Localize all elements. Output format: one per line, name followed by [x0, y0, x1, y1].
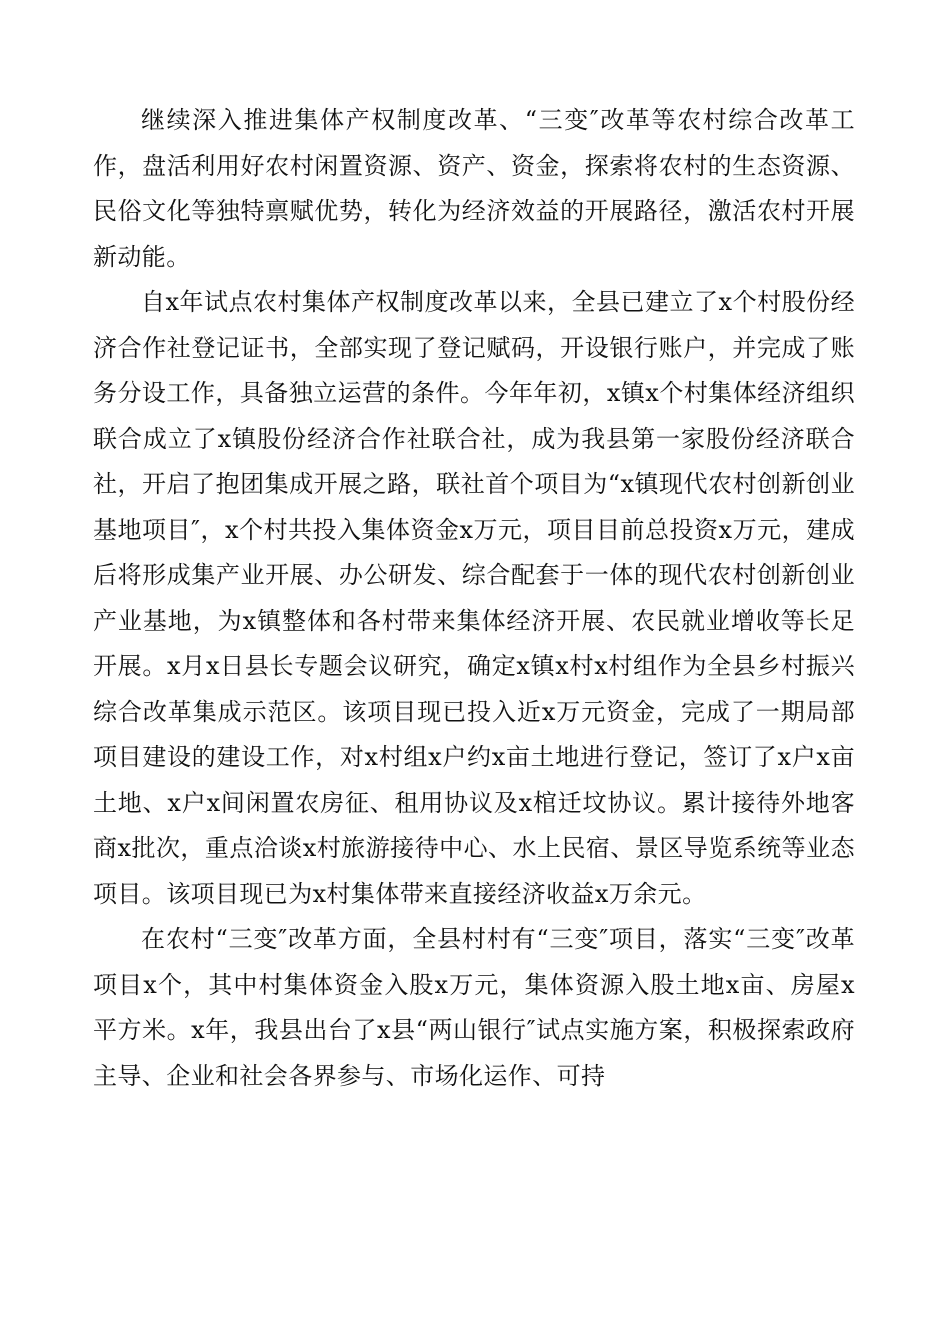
- document-body: [93, 98, 855, 1099]
- paragraph-property-rights-reform: 自x年试点农村集体产权制度改革以来，全县已建立了x个村股份经济合作社登记证书，全部实现了登记赋码，开设银行账户，并完成了账务分设工作，具备独立运营的条件。今年年初，x镇x个村集体经济组织联合成立了x镇股份经济合作社联合社，成为我县第一家股份经济联合社，开启了抱团集成开展之路，联社首个项目为“x镇现代农村创新创业基地项目″，x个村共投入集体资金x万元，项目目前总投资x万元，建成后将形成集产业开展、办公研发、综合配套于一体的现代农村创新创业产业基地，为x镇整体和各村带来集体经济开展、农民就业增收等长足开展。x月x日县长专题会议研究，确定x镇x村x村组作为全县乡村振兴综合改革集成示范区。该项目现已投入近x万元资金，完成了一期局部项目建设的建设工作，对x村组x户约x亩土地进行登记，签订了x户x亩土地、x户x间闲置农房征、租用协议及x棺迁坟协议。累计接待外地客商x批次，重点洽谈x村旅游接待中心、水上民宿、景区导览系统等业态项目。该项目现已为x村集体带来直接经济收益x万余元。: [93, 288, 855, 908]
- paragraph-three-changes-reform: 在农村“三变″改革方面，全县村村有“三变″项目，落实“三变″改革项目x个，其中村集体资金入股x万元，集体资源入股土地x亩、房屋x平方米。x年，我县出台了x县“两山银行″试点实施方案，积极探索政府主导、企业和社会各界参与、市场化运作、可持: [93, 925, 855, 1090]
- paragraph-reform-overview: 继续深入推进集体产权制度改革、“三变″改革等农村综合改革工作，盘活利用好农村闲置资源、资产、资金，探索将农村的生态资源、民俗文化等独特禀赋优势，转化为经济效益的开展路径，激活农村开展新动能。: [93, 106, 855, 271]
